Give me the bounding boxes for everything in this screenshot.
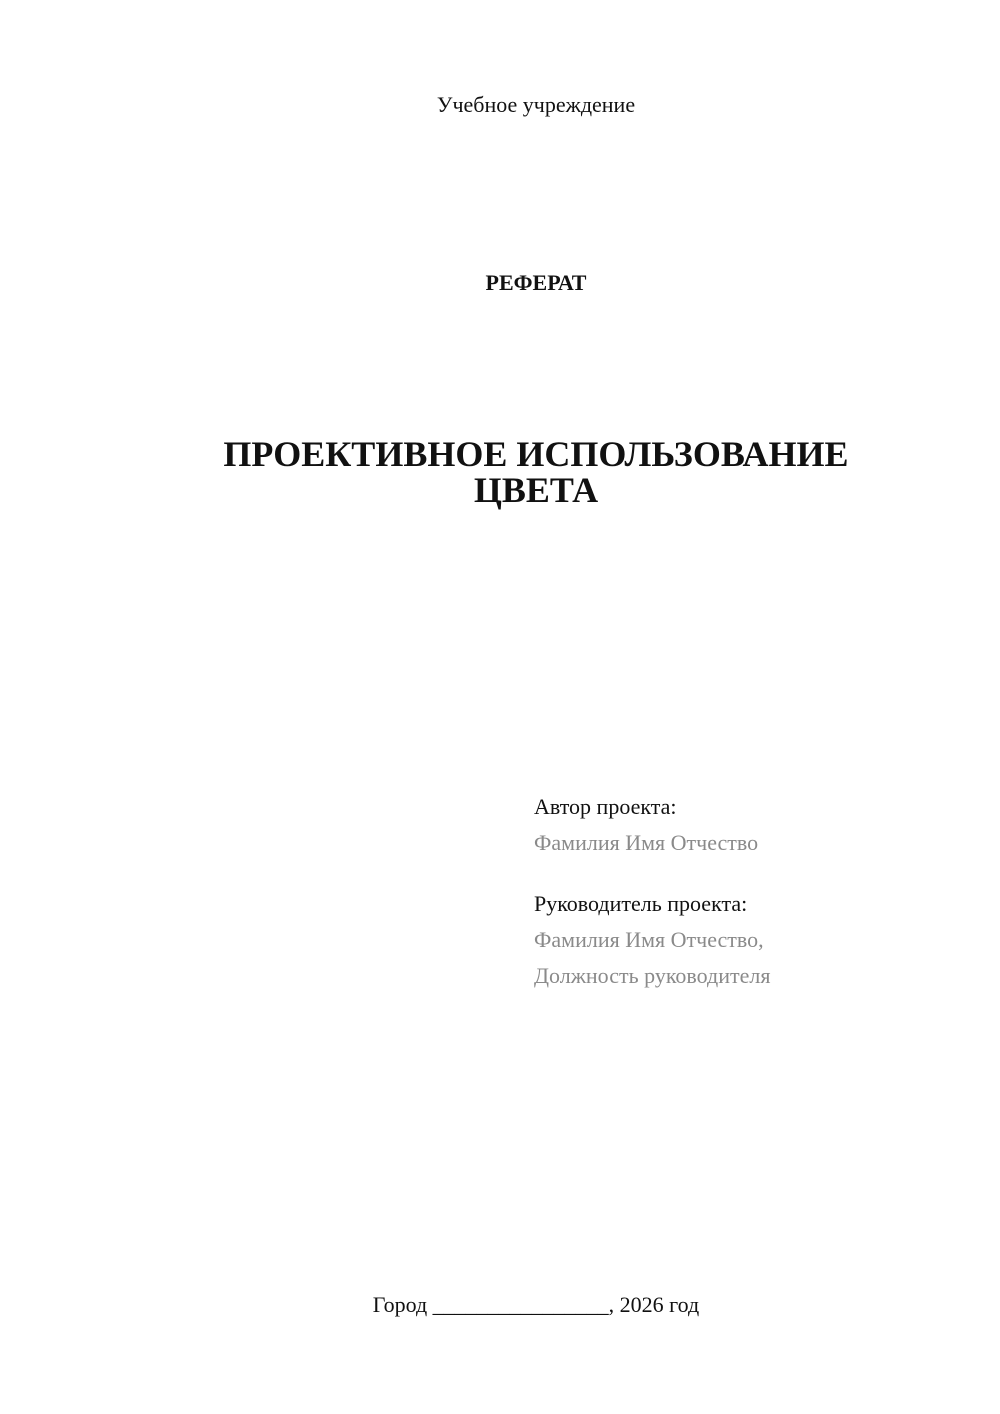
topic-title <box>150 436 922 508</box>
author-label: Автор проекта: <box>534 794 677 819</box>
topic-title-line-1: ПРОЕКТИВНОЕ ИСПОЛЬЗОВАНИЕ <box>223 434 849 474</box>
institution-name: Учебное учреждение <box>436 92 636 117</box>
supervisor-position: Должность руководителя <box>534 963 771 988</box>
city-year-line: Город ________________, 2026 год <box>372 1292 700 1317</box>
topic-title-line-2: ЦВЕТА <box>473 470 599 510</box>
supervisor-label: Руководитель проекта: <box>534 891 748 916</box>
document-type: РЕФЕРАТ <box>485 270 587 295</box>
supervisor-name: Фамилия Имя Отчество, <box>534 927 764 952</box>
authors-block <box>534 789 974 994</box>
authors-spacer <box>534 861 974 886</box>
author-name: Фамилия Имя Отчество <box>534 830 759 855</box>
